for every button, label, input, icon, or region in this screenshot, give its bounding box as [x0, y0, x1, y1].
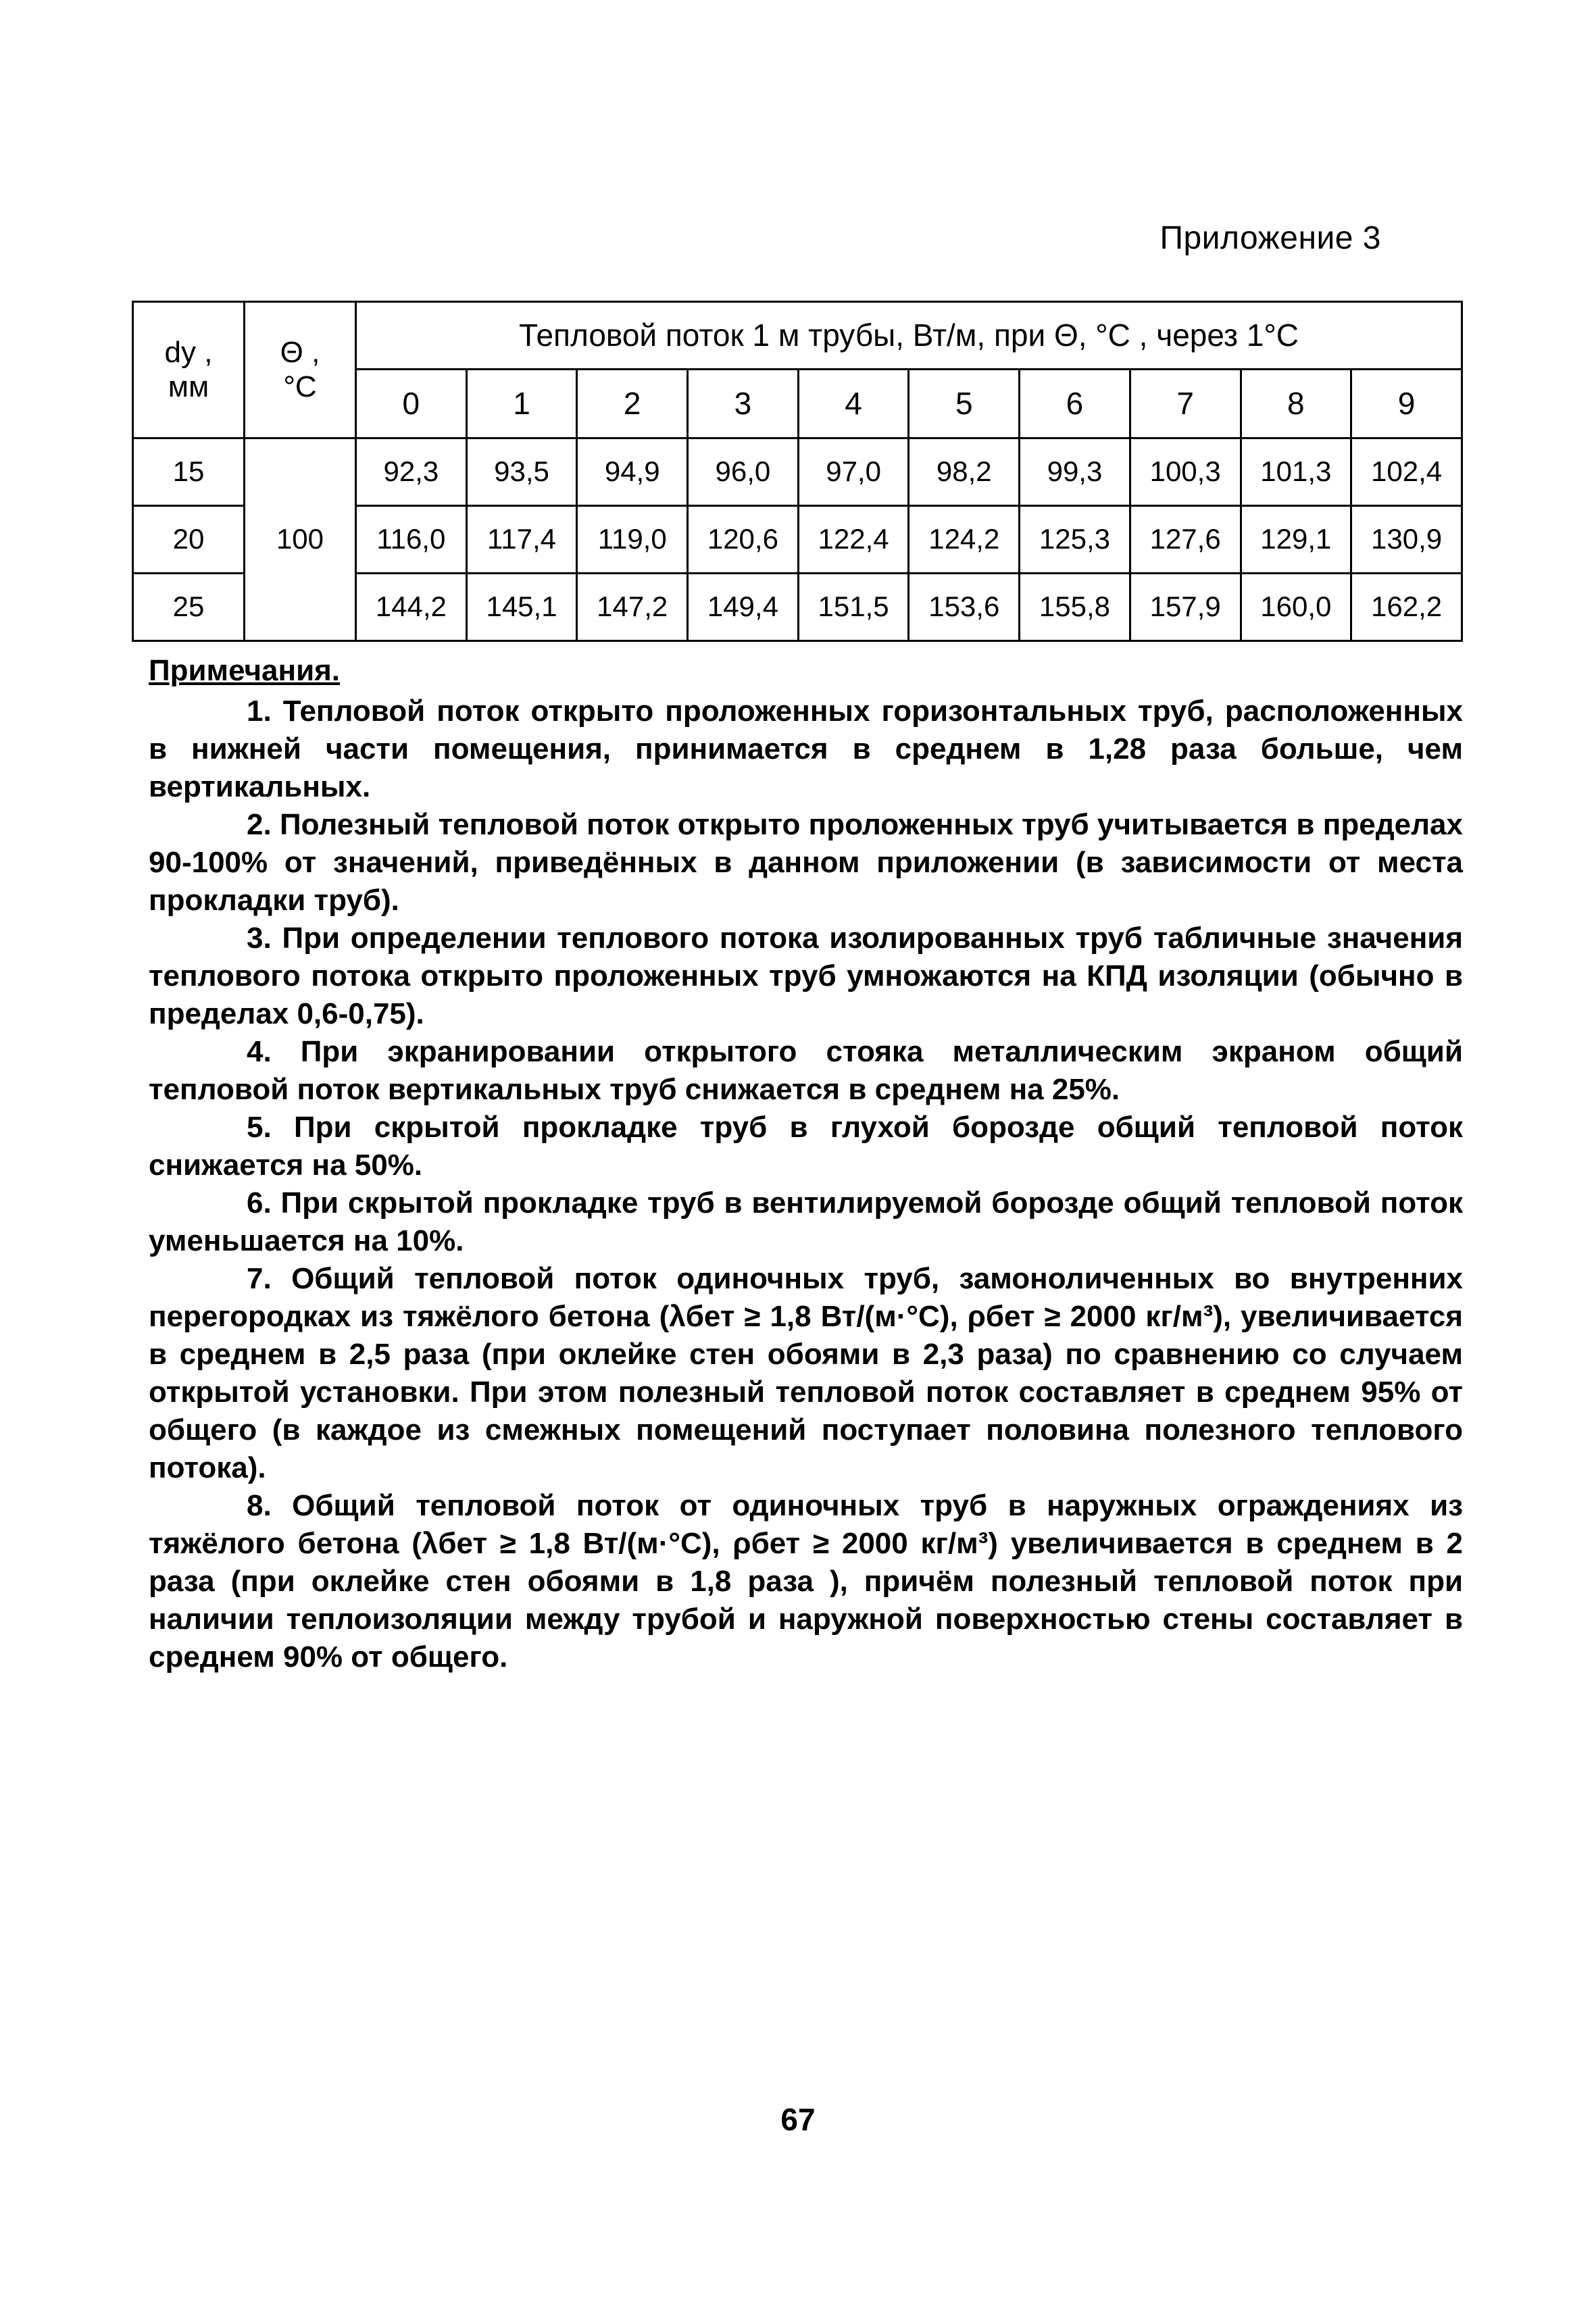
digit-header: 8 [1241, 370, 1351, 438]
table-cell: 92,3 [356, 438, 467, 506]
table-cell: 160,0 [1241, 574, 1351, 641]
table-cell: 98,2 [909, 438, 1020, 506]
table-cell: 94,9 [577, 438, 688, 506]
note-item: 7. Общий тепловой поток одиночных труб, замоноличенных во внутренних перегородках из тяжёлого бетона (λбет ≥ 1,8 Вт/(м·°С), ρбет ≥ 2000 кг/м³), увеличивается в среднем в 2,5 раза (при оклейке стен обоями в 2,3 раза) по сравнению со случаем открытой установки. При этом полезный тепловой поток составляет в среднем 95% от общего (в каждое из смежных помещений поступает половина полезного теплового потока). [149, 1262, 1463, 1484]
dy-value: 20 [133, 506, 245, 574]
notes-title: Примечания. [149, 654, 341, 687]
theta-header [245, 302, 356, 438]
table-cell: 120,6 [688, 506, 799, 574]
heat-flow-header: Тепловой поток 1 м трубы, Вт/м, при Θ, °С , через 1°С [356, 302, 1462, 370]
note-item: 2. Полезный тепловой поток открыто проложенных труб учитывается в пределах 90-100% от значений, приведённых в данном приложении (в зависимости от места прокладки труб). [149, 808, 1463, 917]
digit-header: 9 [1351, 370, 1462, 438]
note-item: 1. Тепловой поток открыто проложенных горизонтальных труб, расположенных в нижней части помещения, принимается в среднем в 1,28 раза больше, чем вертикальных. [149, 695, 1463, 803]
note-item: 5. При скрытой прокладке труб в глухой борозде общий тепловой поток снижается на 50%. [149, 1111, 1463, 1182]
table-cell: 157,9 [1130, 574, 1241, 641]
table-cell: 125,3 [1020, 506, 1130, 574]
table-cell: 155,8 [1020, 574, 1130, 641]
heat-flow-table [132, 301, 1463, 642]
table-cell: 117,4 [466, 506, 577, 574]
digit-header: 5 [909, 370, 1020, 438]
table-cell: 144,2 [356, 574, 467, 641]
table-cell: 129,1 [1241, 506, 1351, 574]
digit-header: 1 [466, 370, 577, 438]
table-cell: 116,0 [356, 506, 467, 574]
table-cell: 100,3 [1130, 438, 1241, 506]
table-cell: 149,4 [688, 574, 799, 641]
dy-value: 15 [133, 438, 245, 506]
theta-value: 100 [245, 438, 356, 641]
table-cell: 145,1 [466, 574, 577, 641]
table-row [133, 438, 1462, 506]
note-item: 4. При экранировании открытого стояка металлическим экраном общий тепловой поток вертикальных труб снижается в среднем на 25%. [149, 1035, 1463, 1106]
table-cell: 119,0 [577, 506, 688, 574]
note-item: 6. При скрытой прокладке труб в вентилируемой борозде общий тепловой поток уменьшается на 10%. [149, 1186, 1463, 1257]
digit-header: 3 [688, 370, 799, 438]
digit-header: 4 [798, 370, 909, 438]
note-item: 3. При определении теплового потока изолированных труб табличные значения теплового потока открыто проложенных труб умножаются на КПД изоляции (обычно в пределах 0,6-0,75). [149, 922, 1463, 1030]
table-cell: 147,2 [577, 574, 688, 641]
table-cell: 93,5 [466, 438, 577, 506]
table-cell: 124,2 [909, 506, 1020, 574]
appendix-label: Приложение 3 [1159, 220, 1381, 256]
theta-header-unit: °С [283, 370, 317, 403]
table-cell: 97,0 [798, 438, 909, 506]
table-cell: 153,6 [909, 574, 1020, 641]
table-cell: 151,5 [798, 574, 909, 641]
dy-header-symbol: dy , [164, 335, 213, 369]
notes-section [149, 652, 1463, 1676]
digit-header: 6 [1020, 370, 1130, 438]
table-cell: 99,3 [1020, 438, 1130, 506]
table-cell: 96,0 [688, 438, 799, 506]
note-item: 8. Общий тепловой поток от одиночных труб в наружных ограждениях из тяжёлого бетона (λбет ≥ 1,8 Вт/(м·°С), ρбет ≥ 2000 кг/м³) увеличивается в среднем в 2 раза (при оклейке стен обоями в 1,8 раза ), причём полезный тепловой поток при наличии теплоизоляции между трубой и наружной поверхностью стены составляет в среднем 90% от общего. [149, 1489, 1463, 1674]
table-cell: 102,4 [1351, 438, 1462, 506]
table-cell: 101,3 [1241, 438, 1351, 506]
dy-value: 25 [133, 574, 245, 641]
digit-header: 7 [1130, 370, 1241, 438]
table-cell: 122,4 [798, 506, 909, 574]
digit-header: 0 [356, 370, 467, 438]
table-cell: 130,9 [1351, 506, 1462, 574]
digit-header: 2 [577, 370, 688, 438]
table-cell: 162,2 [1351, 574, 1462, 641]
dy-header [133, 302, 245, 438]
page-number: 67 [780, 2102, 816, 2137]
theta-header-symbol: Θ , [280, 335, 320, 369]
table-cell: 127,6 [1130, 506, 1241, 574]
table-header-row [133, 302, 1462, 370]
dy-header-unit: мм [168, 370, 209, 403]
